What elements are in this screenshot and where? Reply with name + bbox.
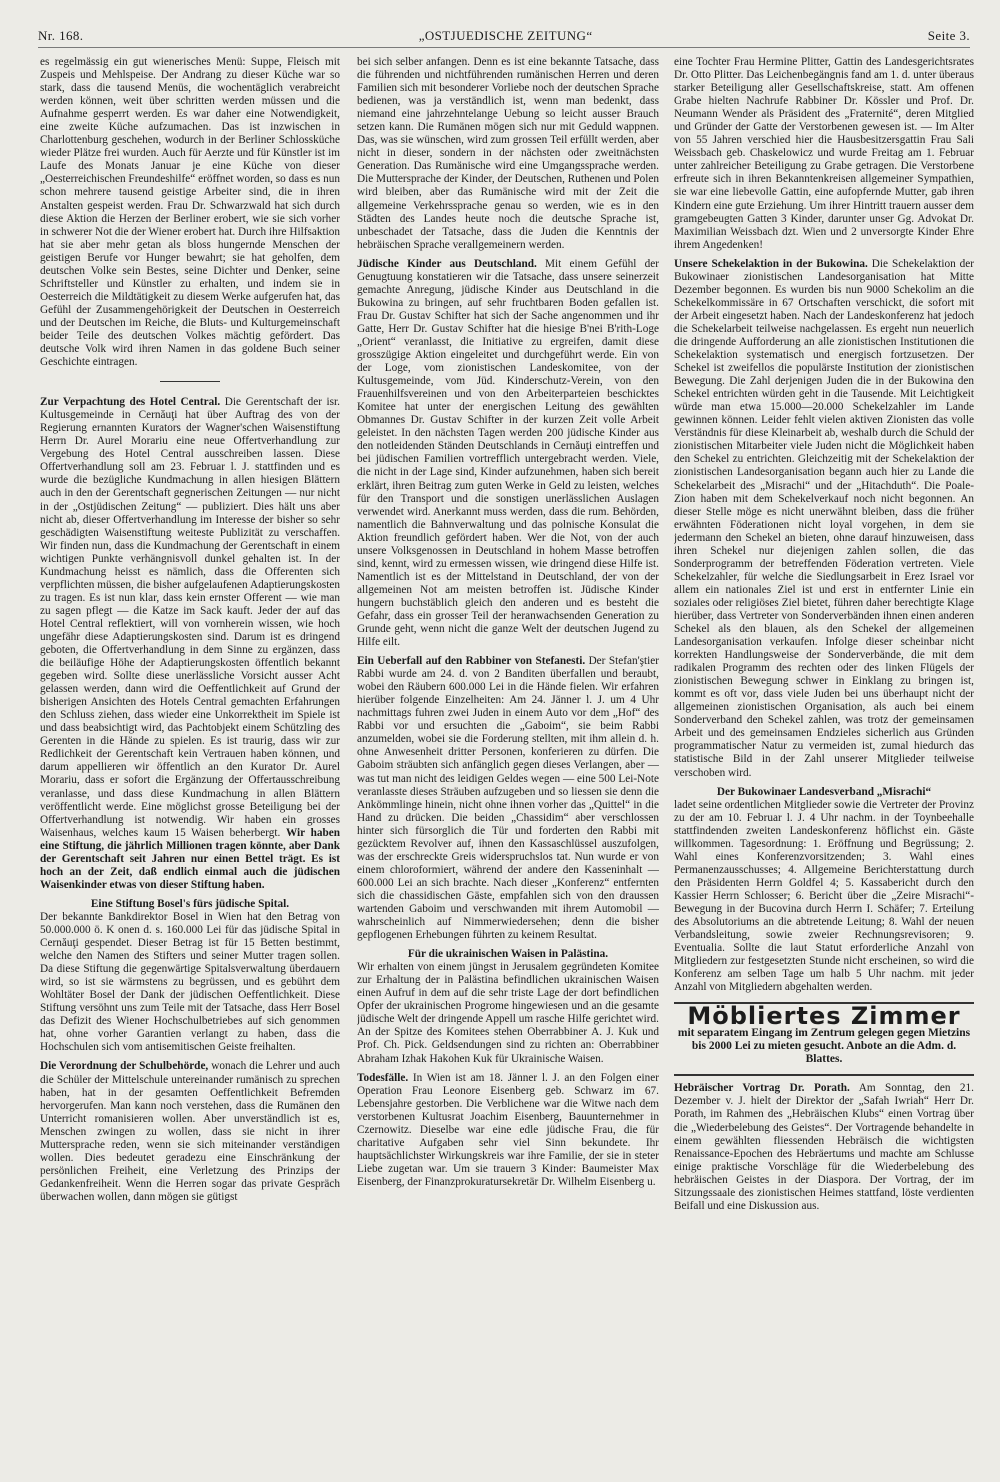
- divider: [160, 381, 220, 382]
- article-text: Wir erhalten von einem jüngst in Jerusalem gegründeten Komitee zur Erhaltung der in Palästina befindlichen ukrainischen Waisen einen Aufruf in dem auf die sehr triste Lage der dort befindlichen Opfer der ukrainischen Progrome hingewiesen und an die gesamte jüdische Welt der dringende Appell um rasche Hilfe gerichtet wird. An der Spitze des Komitees stehen Oberrabbiner A. J. Kuk und Prof. Ch. Pick. Geldsendungen sind zu richten an: Oberrabbiner Abraham Izhak Hakohen Kuk für Ukrainische Waisen.: [357, 961, 659, 1065]
- article-text: bei sich selber anfangen. Denn es ist eine bekannte Tatsache, dass die führenden und nichtführenden rumänischen Herren und deren Familien sich mit besonderer Vorliebe noch der deutschen Sprache bedienen, was ja verständlich ist, wenn man bedenkt, dass niemand eine jahrzehntelange Uebung so leicht ausser Brauch setzen kann. Die Rumänen mögen sich nur mit Geduld wappnen. Das, was sie wünschen, wird zum grossen Teil erfüllt werden, aber nicht in dieser, sondern in der nächsten oder zweitnächsten Generation. Das Rumänische wird eine Umgangssprache werden. Die Muttersprache der Kinder, der Deutschen, Ruthenen und Polen wird bleiben, aber das Rumänische wird mit der Zeit die allgemeine Verkehrssprache genau so werden, wie es in den Städten des Landes heute noch die deutsche Sprache ist, unbeschadet der Tatsache, dass die Juden die Kenntnis der hebräischen Sprache verallgemeinern werden.: [357, 56, 659, 251]
- article-heading: Der Bukowinaer Landesverband „Misrachi“: [716, 785, 932, 798]
- column-1: [40, 56, 340, 1466]
- article-text: In Wien ist am 18. Jänner l. J. an den Folgen einer Operation Frau Leonore Eisenberg geb. Schwarz im 67. Lebensjahre gestorben. Die Verblichene war die Witwe nach dem verstorbenen Kultusrat Joachim Eisenberg, Bauunternehmer in Czernowitz. Dieselbe war eine edle jüdische Frau, die für charitative Aufgaben sehr viel Sinn bekundete. Ihr hauptsächlichster Wirkungskreis war ihre Familie, der sie in steter Liebe zugetan war. Um sie trauern 3 Kinder: Baumeister Max Eisenberg, der Finanzprokuratursekretär Dr. Wilhelm Eisenberg u.: [357, 1071, 659, 1188]
- article-heading: Todesfälle.: [357, 1071, 409, 1084]
- article-text: Der bekannte Bankdirektor Bosel in Wien hat den Betrag von 50.000.000 ö. K onen d. s. 160.000 Lei für das jüdische Spital in Cernăuţi gespendet. Dieser Betrag ist für 15 Betten bestimmt, welche den Namen des Stifters und seiner Mutter tragen sollen. Da diese Stiftung die gegenwärtige Spitalsverwaltung überdauern wird, so ist sie wärmstens zu begrüssen, und es gebührt dem Wohltäter Bosel der Dank der jüdischen Oeffentlichkeit. Diese Stiftung versöhnt uns zum Teile mit der Tatsache, dass Herr Bosel das Defizit des Wiener Hochschulbetriebes auf sich genommen hat, ohne vorher Garantien verlangt zu haben, dass die Hochschulen sich vom antisemitischen Geiste freihalten.: [40, 910, 340, 1054]
- article-text: ladet seine ordentlichen Mitglieder sowie die Vertreter der Provinz zu der am 10. Februar l. J. 4 Uhr nachm. in der Toynbeehalle stattfindenden zweiten Landeskonferenz höflichst ein. Gäste willkommen. Tagesordnung: 1. Eröffnung und Begrüssung; 2. Wahl eines Konferenzvorsitzenden; 3. Wahl eines Permanenzausschusses; 4. Allgemeine Berichterstattung durch den Präsidenten Herrn Goldfel 4; 5. Kassabericht durch den Kassier Herrn Schlosser; 6. Bericht über die „Zeire Misrachi“-Bewegung in der Bucovina durch Herrn I. Schäfer; 7. Erteilung des Absolutoriums an die abtretende Leitung; 8. Wahl der neuen Verbandsleitung, sowie zweier Rechnungsrevisoren; 9. Eventualia. Sollte die laut Statut erforderliche Anzahl von Mitgliedern zur festgesetzten Stunde nicht erscheinen, so wird die Konferenz am selben Tage um halb 5 Uhr nachm. mit jeder Anzahl von Mitgliedern abgehalten werden.: [674, 798, 974, 994]
- advertisement-title: Möbliertes Zimmer: [687, 1002, 961, 1031]
- article-text: wonach die Lehrer und auch die Schüler der Mittelschule untereinander rumänisch zu sprechen haben, hat in der gesamten Oeffentlichkeit Befremden hervorgerufen. Man kann noch verstehen, dass die Rumänen den Unterricht romanisieren wollen. Aber unverständlich ist es, Menschen zwingen zu wollen, dass sie nicht in ihrer Muttersprache reden, wenn sie sich miteinander verständigen wollen. Dies bedeutet geradezu eine Einschränkung der persönlichen Freiheit, eine Verletzung des Prinzips der Gedankenfreiheit. Wenn die Herren sogar das private Gespräch überwachen wollen, dann mögen sie gütigst: [40, 1060, 340, 1203]
- article-heading: Ein Ueberfall auf den Rabbiner von Stefanesti.: [357, 655, 586, 668]
- issue-number: Nr. 168.: [38, 28, 84, 43]
- article-heading: Zur Verpachtung des Hotel Central.: [40, 396, 221, 409]
- article: [357, 1072, 659, 1189]
- article: [357, 258, 659, 649]
- column-3: [674, 56, 974, 1466]
- article: [357, 655, 659, 942]
- article-text: Die Gerentschaft der isr. Kultusgemeinde in Cernăuţi hat über Auftrag des von der Regierung ernannten Kurators der Wagner'schen Waisenstiftung Herrn Dr. Aurel Morariu eine neue Offertverhandlung zur Vergebung des Hotel Central ausschreiben lassen. Diese Offertverhandlung soll am 23. Februar l. J. stattfinden und es wurde die bezügliche Kundmachung in allen hiesigen Blättern auch in den der Gerentschaft gegnerischen Zeitungen — nur nicht in der „Ostjüdischen Zeitung“ — publiziert. Dies hält uns aber nicht ab, dieser Offertverhandlung im Interesse der bisher so sehr geschädigten Waisenstiftung weiteste Publizität zu verschaffen. Wir finden nun, dass die Kundmachung der Gerentschaft in einem wichtigen Punkte verhängnisvoll dunkel gehalten ist. In der Kundmachung heisst es nämlich, dass die Offerenten sich verpflichten müssen, die bisher aufgelaufenen Adaptierungskosten zu tragen. Es ist nun klar, dass kein ernster Offerent — wie man zu sagen pflegt — die Katze im Sack kauft. Jeder der auf das Hotel Central reflektiert, will von vornherein wissen, wie hoch ungefähr diese Adaptierungskosten sind. Darum ist es dringend geboten, die Offertverhandlung in dem Sinne zu ergänzen, dass die beiläufige Höhe der Adaptierungskosten öffentlich bekannt gegeben wird. Sollte diese unerlässliche Vorsicht ausser Acht gelassen werden, dann wird die Oeffentlichkeit auf Grund der bisherigen Ansichten des Hotels Central gemachten Erfahrungen den Schluss ziehen, dass wieder eine Unkorrektheit im Spiele ist und dass beabsichtigt wird, das Pachtobjekt einem Schützling des Gerenten in die Hände zu spielen. Es ist traurig, dass wir zur Redlichkeit der Gerentschaft kein Vertrauen haben können, und darum appellieren wir öffentlich an den Kurator Dr. Aurel Morariu, dass er sofort die Ergänzung der Offertausschreibung veranlasse, und dass diese Kundmachung in allen Blättern veröffentlicht werde. Eine möglichst grosse Beteiligung bei der Offertverhandlung ist notwendig. Wir haben ein grosses Waisenhaus, welches kaum 15 Waisen beherbergt.: [40, 396, 340, 839]
- article: [40, 396, 340, 892]
- article-heading: Eine Stiftung Bosel's fürs jüdische Spital.: [90, 897, 290, 910]
- article-text: Mit einem Gefühl der Genugtuung konstatieren wir die Tatsache, dass unsere seinerzeit gemachte Anregung, jüdische Kinder aus Deutschland in die Bukowina zu bringen, auf sehr fruchtbaren Boden gefallen ist. Frau Dr. Gustav Schifter hat sich der Sache angenommen und ihr Gatte, Herr Dr. Gustav Schifter hat die hiesige B'nei B'rith-Loge „Orient“ veranlasst, die Initiative zu ergreifen, damit diese grosszügige Aktion eingeleitet und durchgeführt werde. Ein von der Loge, vom zionistischen Landeskomitee, von der Kultusgemeinde, vom Jüd. Kinderschutz-Verein, von den Frauenhilfsvereinen und von den Arbeiterparteien beschicktes Komitee hat unter der energischen Leitung des gewählten Obmannes Dr. Gustav Schifter in der kurzen Zeit volle Arbeit geleistet. In den nächsten Tagen werden 200 jüdische Kinder aus den notleidenden Ständen Deutschlands in Cernăuţi eintreffen und bei jüdischen Familien vortrefflich untergebracht werden. Viele, die nicht in der Lage sind, Kinder aufzunehmen, haben sich bereit erklärt, ihren Beitrag zum guten Werke in Geld zu leisten, welches für den Transport und die sonstigen unerlässlichen Auslagen verwendet wird. Anerkannt muss werden, dass die rum. Behörden, namentlich die Bahnverwaltung und das polnische Konsulat die Aktion freundlich gefördert haben. Wer die Not, von der auch unsere Volksgenossen in Deutschland in hohem Masse betroffen sind, kennt, wird zu ermessen wissen, wie dringend diese Hilfe ist. Namentlich ist es der Mittelstand in Deutschland, der von der allgemeinen Not am meisten betroffen ist. Jüdische Kinder hungern buchstäblich gleich den anderen und es besteht die Gefahr, dass ein grosser Teil der heranwachsenden Generation zu Grunde geht, wenn nicht die ganze Welt der deutschen Jugend zu Hilfe eilt.: [357, 257, 659, 649]
- article-text: es regelmässig ein gut wienerisches Menü: Suppe, Fleisch mit Zuspeis und Mehlspeise. Der Andrang zu dieser Küche war so stark, dass die tausend Menüs, die wochentäglich verabreicht werden können, weit über schritten werden müssen und die Aufnahme gesperrt werden. Es war daher eine Notwendigkeit, eine zweite Küche aufzumachen. Das ist inzwischen in Charlottenburg geschehen, wodurch in der Berliner Schlossküche wieder Plätze frei wurden. Auch für Aerzte und für Künstler ist im Laufe des Monats Januar je eine Küche von dieser „Oesterreichischen Freundeshilfe“ eröffnet worden, so dass es nun schon mehrere tausend geistige Arbeiter sind, die in ihren Anstalten gespeist werden. Frau Dr. Schwarzwald hat sich durch diese Aktion die Herzen der Berliner erobert, wie sie sich vorher in schwerer Not die der Wiener erobert hat. Durch ihre Hilfsaktion hat sie aber mehr getan als bloss hungernde Menschen der geistigen Berufe vor Hunger bewahrt; sie hat geholfen, dem deutschen Volke sein Bestes, seine Dichter und Denker, seine Schriftsteller und Künstler zu erhalten, und indem sie in Oesterreich die Mildtätigkeit zu diesem Werke aufgerufen hat, das Gefühl der Zusammengehörigkeit der Deutschen in Oesterreich und der Deutschen im Reiche, die Bluts- und Kulturgemeinschaft beider Teile des deutschen Volkes mächtig gefördert. Das deutsche Volk wird ihren Namen in das goldene Buch seiner Geschichte eintragen.: [40, 56, 340, 369]
- article: [674, 1082, 974, 1212]
- article-heading: Für die ukrainischen Waisen in Palästina.: [407, 948, 609, 961]
- article-text: Die Schekelaktion der Bukowinaer zionistischen Landesorganisation hat Mitte Dezember begonnen. Es wurden bis nun 9000 Schekolim an die Schekelkommissäre in 67 Ortschaften verschickt, die sofort mit der Arbeit eingesetzt haben. Nach der Landeskonferenz hat jedoch die Schekelarbeit teilweise nachgelassen. Es ergeht nun neuerlich die dringende Aufforderung an alle zionistischen Institutionen die Schekelaktion systematisch und energisch fortzusetzen. Der Schekel ist zweifellos die populärste Institution der zionistischen Bewegung. Die Zahl derjenigen Juden die in der Bukowina den Schekel entrichten würden geht in die Tausende. Mit Leichtigkeit würde man etwa 15.000—20.000 Schekelzahler im Lande gewinnen können. Leider fehlt vielen aktiven Zionisten das volle Verständnis für diese Kleinarbeit ab, weshalb durch die Schuld der zionistischen Mitarbeiter viele Juden nicht die Möglichkeit haben den Schekel zu entrichten. Gleichzeitig mit der Schekelaktion der zionistischen Landesorganisation begann auch hier zu Lande die Schekelarbeit des „Misrachi“ und der „Hitachduth“. Die Poale-Zion haben mit dem Schekelverkauf noch nicht begonnen. An dieser Stelle möge es nicht unerwähnt bleiben, dass die früher erwähnten Föderationen nicht loyal vorgehen, in dem sie jedermann den Schekel an bieten, ohne darauf hinzuweisen, dass ihren Schekel nur diejenigen zahlen sollen, die das Sonderprogramm der betreffenden Föderation vertreten. Viele Schekelzahler, für welche die Siedlungsarbeit in Erez Israel vor allem ein nationales Ziel ist und erst in entfernter Linie ein soziales oder religiöses Ziel bietet, führen daher berechtigte Klage hierüber, dass Vertreter von Sonderverbänden ihnen einen anderen Schekel als den blauen, als den Schekel der allgemeinen Landesorganisation verkaufen. Infolge dieser scheinbar nicht korrekten Handlungsweise der Sonderverbände, die mit dem radikalen Programm des rechten oder des linken Flügels der zionistischen Bewegung schwer in Einklang zu bringen ist, kommt es oft vor, dass viele Juden bei uns überhaupt nicht der allgemeinen zionistischen Organisation, als auch bei einem Sonderverband den Schekel zahlen, was trotz der gemeinsamen Arbeit und des gemeinsamen Endzieles sicherlich aus Gründen programmatischer Natur zu vermeiden ist, zumal hiedurch das statistische Bild in der Zahl unserer Mitglieder teilweise verschoben wird.: [674, 257, 974, 779]
- page-number: Seite 3.: [927, 28, 970, 43]
- advertisement-text: mit separatem Eingang im Zentrum gelegen gegen Mietzins bis 2000 Lei zu mieten gesucht. Anbote an die Adm. d. Blattes.: [677, 1027, 971, 1066]
- divider: [674, 1074, 974, 1076]
- article-heading: Unsere Schekelaktion in der Bukowina.: [674, 257, 868, 270]
- article: [40, 1060, 340, 1204]
- column-2: [357, 56, 659, 1466]
- article: [674, 258, 974, 780]
- newspaper-title: „OSTJUEDISCHE ZEITUNG“: [418, 28, 593, 43]
- article-heading: Die Verordnung der Schulbehörde,: [40, 1060, 209, 1073]
- article-text-bold: Wir haben eine Stiftung, die jährlich Millionen tragen könnte, aber Dank der Gerentschaft seit Jahren nur einen Bettel trägt. Es ist hoch an der Zeit, daß endlich einmal auch die jüdischen Waisenkinder etwas von dieser Stiftung haben.: [40, 826, 340, 891]
- article-heading: Jüdische Kinder aus Deutschland.: [357, 257, 537, 270]
- page-header: [38, 22, 970, 48]
- article-text: eine Tochter Frau Hermine Plitter, Gattin des Landesgerichtsrates Dr. Otto Plitter. Das Leichenbegängnis fand am 1. d. unter überaus starker Beteiligung aller Gesellschaftskreise, statt. Am offenen Grabe hielten Nachrufe Rabbiner Dr. Kössler und Prof. Dr. Neumann Wender als Präsident des „Fraternité“, deren Mitglied und Gründer der Gatte der Verstorbenen gewesen ist. — Im Alter von 55 Jahren verschied hier die Hausbesitzersgattin Frau Sali Weissbach geb. Chaskelowicz und wurde Freitag am 1. Februar unter zahlreicher Beteiligung zu Grabe getragen. Die Verstorbene erfreute sich in ihren Bekanntenkreisen allgemeiner Sympathien, sie war eine liebevolle Gattin, eine aufopfernde Mutter, gab ihren Kindern eine gute Erziehung. Um ihrer Hintritt trauern ausser dem gramgebeugten Gatten 3 Kinder, darunter unser Gg. Advokat Dr. Maximilian Weissbach dzt. Wien und 2 unversorgte Kinder Ehre ihrem Angedenken!: [674, 56, 974, 251]
- article-text: Am Sonntag, den 21. Dezember v. J. hielt der Direktor der „Safah Iwriah“ Herr Dr. Porath, im Rahmen des „Hebräischen Klubs“ einen Vortrag über die „Wiederbelebung des Geistes“. Der Vortragende behandelte in einem gewählten fliessenden Hebräisch die wichtigsten Renaissance-Epochen des Hebräertums und machte am Schlusse einige praktische Vorschläge für die Wiederbelebung des hebräischen Geistes in der Diaspora. Der Vortrag, der im Sitzungssaale des zionistischen Heimes stattfand, löste verdienten Beifall und eine Diskussion aus.: [674, 1082, 974, 1212]
- article-heading: Hebräischer Vortrag Dr. Porath.: [674, 1082, 850, 1095]
- article-text: Der Stefan'ştier Rabbi wurde am 24. d. von 2 Banditen überfallen und beraubt, wobei den Räubern 600.000 Lei in die Hände fielen. Wir erfahren hierüber folgende Einzelheiten: Am 24. Jänner l. J. um 4 Uhr nachmittags fuhren zwei Juden in einem Auto vor dem „Hof“ des Rabbi vor und ersuchten die „Gaboim“, sie beim Rabbi anzumelden, wobei sie die Forderung stellten, mit ihm allein d. h. ohne Anwesenheit dritter Personen, konferieren zu dürfen. Die Gaboim sträubten sich anfänglich gegen dieses Verlangen, aber — was tut man nicht des leidigen Geldes wegen — eine 500 Lei-Note veranlasste dieses Sträuben aufzugeben und so liessen sie denn die Ankömmlinge hinein, nicht ohne ihnen vorher das „Quittel“ in die Hand zu drücken. Die beiden „Chassidim“ aber verschlossen hinter sich fürsorglich die Tür und forderten den Rabbi mit gezücktem Revolver auf, ihnen den Kassaschlüssel auszufolgen, was der erschreckte Greis widerspruchslos tat. Nun wurde er von einem chloroformiert, während der andere den Kasseninhalt — 600.000 Lei an sich brachte. Nach dieser „Konferenz“ entfernten sich die chassidischen Gäste, empfahlen sich von den draussen wartenden Gaboim und verschwanden mit ihrem Automobil — wahrscheinlich auf Nimmerwiedersehen; denn die bisher gepflogenen Erhebungen führten zu keinem Resultat.: [357, 655, 659, 942]
